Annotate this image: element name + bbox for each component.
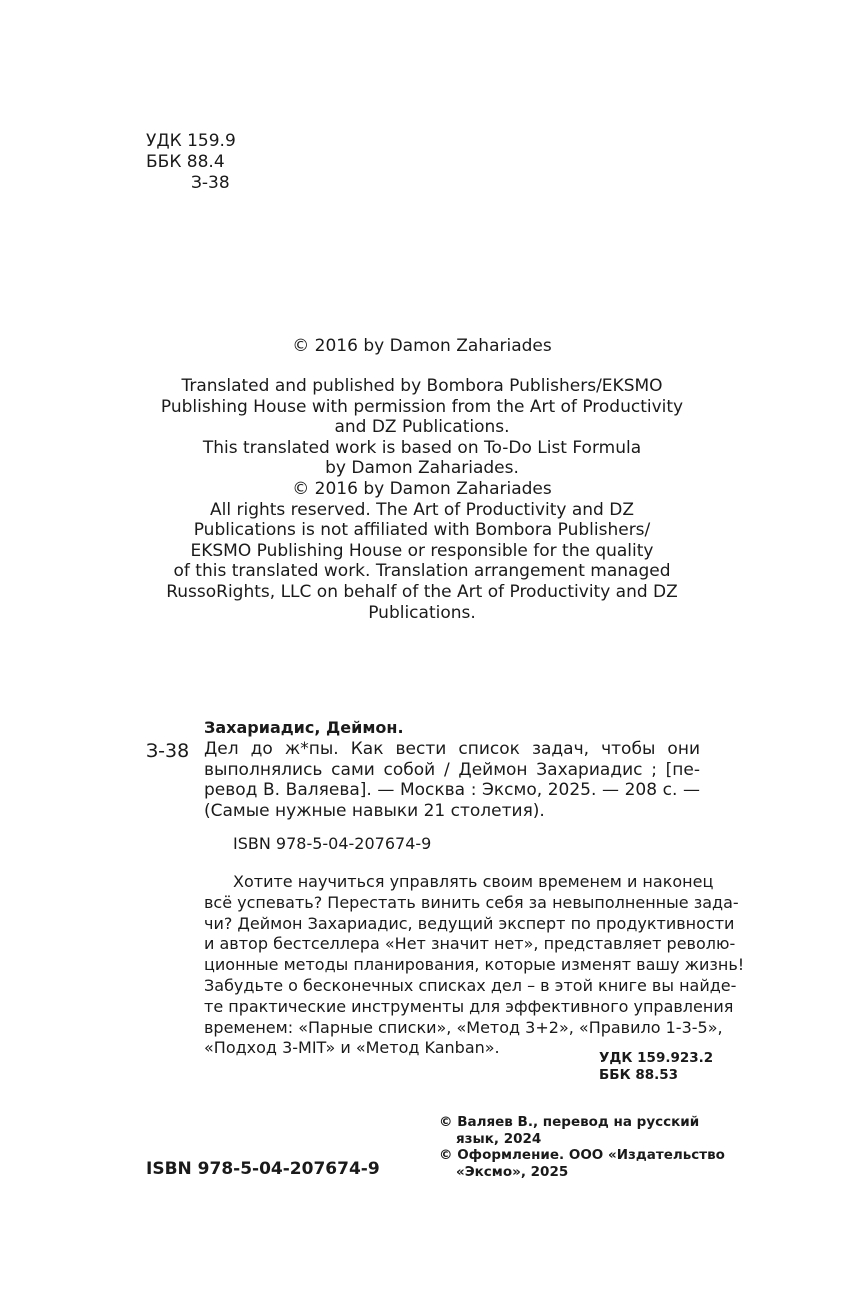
catalog-code: З-38	[146, 740, 190, 762]
author-mark: З-38	[191, 173, 230, 193]
description-line: (Самые нужные навыки 21 столетия).	[204, 800, 545, 821]
library-udk: УДК 159.923.2	[599, 1050, 714, 1066]
translation-line: Translated and published by Bombora Publishers/EKSMO	[181, 376, 663, 396]
design-credit-line: © Оформление. ООО «Издательство	[439, 1147, 725, 1163]
bbk-code: ББК 88.4	[146, 152, 225, 172]
annotation-line: временем: «Парные списки», «Метод 3+2», «Правило 1-3-5»,	[204, 1017, 723, 1037]
translation-line: © 2016 by Damon Zahariades	[292, 478, 552, 499]
translation-line: Publishing House with permission from the Art of Productivity	[160, 396, 684, 417]
translation-credit-line: язык, 2024	[456, 1130, 542, 1147]
description-line: Дел до ж*пы. Как вести список задач, чтобы они	[204, 739, 700, 759]
annotation-line: «Подход 3-MIT» и «Метод Kanban».	[204, 1038, 500, 1058]
catalog-author: Захариадис, Деймон.	[204, 718, 404, 737]
library-bbk: ББК 88.53	[599, 1067, 679, 1083]
translation-line: This translated work is based on To-Do List Formula	[202, 437, 642, 458]
description-line: ревод В. Валяева]. — Москва : Эксмо, 2025. — 208 с. —	[204, 780, 700, 800]
annotation-line: чи? Деймон Захариадис, ведущий эксперт по продуктивности	[204, 913, 735, 933]
translation-line: and DZ Publications.	[334, 417, 510, 438]
annotation-line: Забудьте о бесконечных списках дел – в этой книге вы найде-	[204, 975, 737, 995]
annotation-line: и автор бестселлера «Нет значит нет», представляет револю-	[204, 934, 736, 954]
catalog-isbn: ISBN 978-5-04-207674-9	[233, 834, 432, 853]
annotation-line: те практические инструменты для эффективного управления	[204, 996, 734, 1016]
design-credit-line: «Эксмо», 2025	[456, 1163, 569, 1180]
publisher-credits	[439, 1114, 725, 1180]
classification-codes	[146, 131, 236, 194]
translation-credit-line: © Валяев В., перевод на русский	[439, 1114, 700, 1130]
annotation-line: Хотите научиться управлять своим временем и наконец	[233, 872, 714, 891]
translation-line: RussoRights, LLC on behalf of the Art of Productivity and DZ	[166, 581, 678, 602]
translation-line: of this translated work. Translation arrangement managed	[173, 561, 671, 582]
original-copyright: © 2016 by Damon Zahariades	[292, 336, 552, 356]
translation-notice	[150, 376, 694, 623]
isbn-main: ISBN 978-5-04-207674-9	[146, 1159, 380, 1179]
translation-line: by Damon Zahariades.	[325, 458, 519, 479]
translation-line: EKSMO Publishing House or responsible for the quality	[190, 540, 654, 561]
description-line: выполнялись сами собой / Деймон Захариадис ; [пе-	[204, 759, 700, 780]
catalog-description	[204, 739, 700, 821]
annotation-line: всё успевать? Перестать винить себя за невыполненные зада-	[204, 892, 739, 912]
library-codes	[599, 1050, 713, 1084]
translation-line: Publications.	[368, 602, 476, 623]
annotation-line: ционные методы планирования, которые изменят вашу жизнь!	[204, 955, 745, 975]
translation-line: All rights reserved. The Art of Productivity and DZ	[210, 499, 634, 520]
translation-line: Publications is not affiliated with Bombora Publishers/	[193, 520, 651, 541]
udk-code: УДК 159.9	[146, 131, 236, 151]
